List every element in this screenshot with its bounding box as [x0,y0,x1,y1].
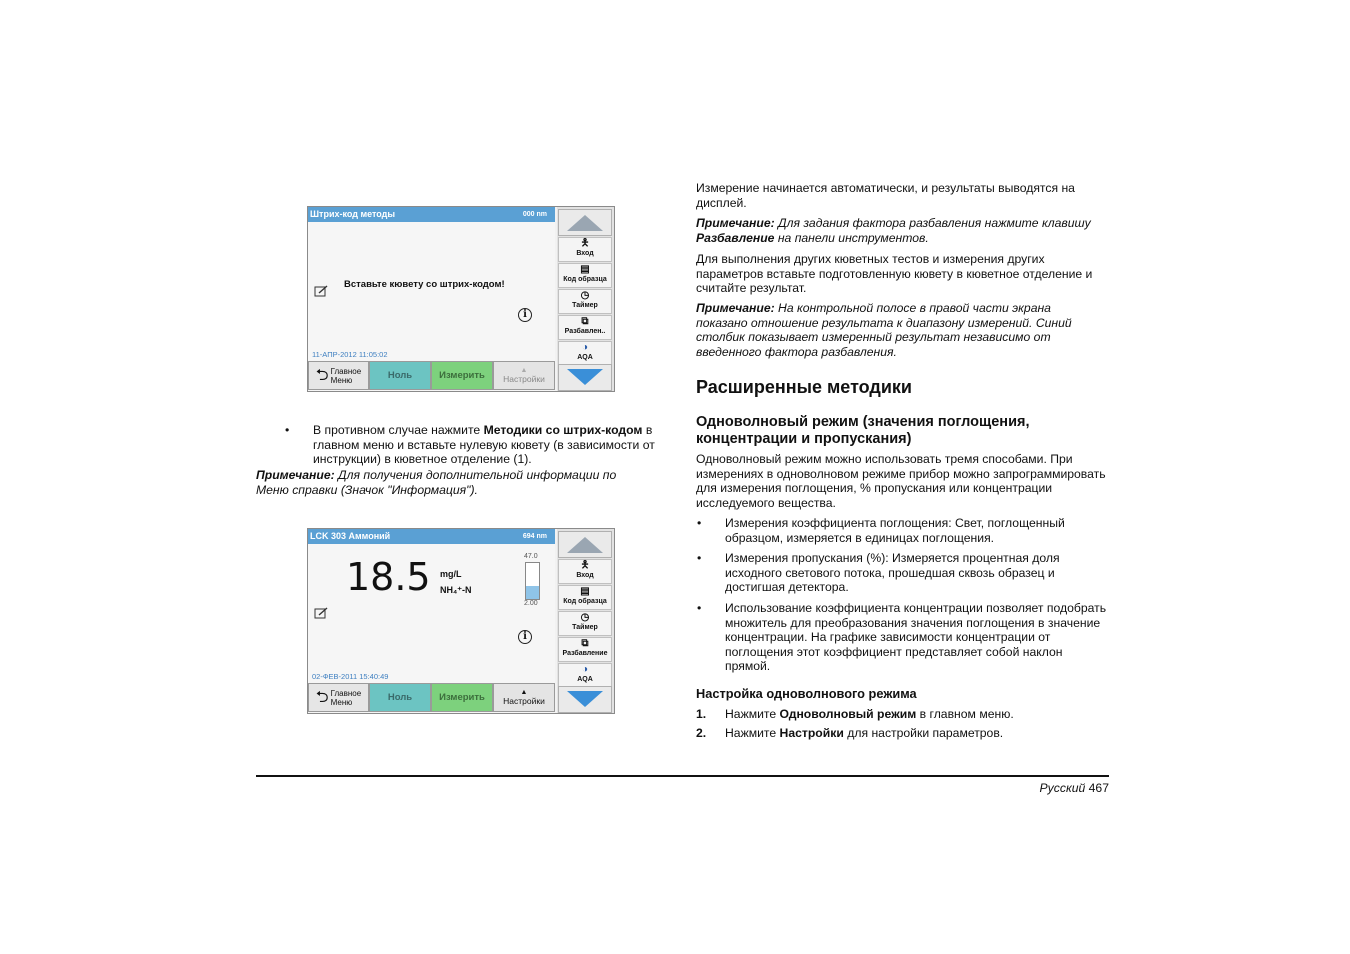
barcode-instruction: В противном случае нажмите Методики со штрих-кодом в главном меню и вставьте нулевую кювету (в зависимости от инструкции) в кюветное отделение (1). [313,423,655,467]
bullet-mark: • [697,516,702,530]
scroll-down-button[interactable] [558,364,612,391]
result-unit: mg/L [440,569,462,579]
person-icon: 🯅 [580,238,590,249]
timer-button[interactable]: ◷ Таймер [558,289,612,314]
edit-icon[interactable] [314,285,328,297]
side-toolbar [557,207,614,391]
subsubsection-heading: Настройка одноволнового режима [696,686,917,701]
screen-main-area [308,207,555,391]
side-toolbar [557,529,614,713]
paragraph-other-tests: Для выполнения других кюветных тестов и измерения других параметров вставьте подготовленную кювету в кюветное отделение и считайте результат. [696,252,1093,296]
bottom-toolbar [308,683,555,713]
dilution-button[interactable]: ⧉ Разбавлен.. [558,315,612,340]
bottom-toolbar [308,361,555,391]
edit-icon[interactable] [314,607,328,619]
timer-icon: ◷ [580,290,590,301]
result-value: 18.5 [346,555,431,599]
aqa-icon: ◑ [581,342,589,353]
measure-button[interactable]: Измерить [431,683,493,712]
paragraph-auto-measure: Измерение начинается автоматически, и результаты выводятся на дисплей. [696,181,1075,210]
step-number: 2. [696,726,707,740]
arrow-down-icon [559,687,611,712]
range-bar-fill [526,586,539,599]
aqa-button[interactable]: ◑ AQA [558,341,612,366]
main-menu-button[interactable]: ⮌ Главное Меню [308,361,369,390]
list-item: Измерения коэффициента поглощения: Свет, поглощенный образцом, измеряется в единицах поглощения. [725,516,1065,545]
sample-id-button[interactable]: ▤ Код образца [558,263,612,288]
bullet-mark: • [285,423,290,437]
settings-button[interactable]: ▲ Настройки [493,683,555,712]
section-heading: Расширенные методики [696,377,912,397]
timer-icon: ◷ [580,612,590,623]
step-number: 1. [696,707,707,721]
settings-button[interactable]: ▲ Настройки [493,361,555,390]
chemical-form: NH₄⁺-N [440,585,472,595]
caret-up-icon: ▲ [520,689,528,696]
zero-button[interactable]: Ноль [369,683,431,712]
scroll-down-button[interactable] [558,686,612,713]
caret-up-icon: ▲ [520,367,528,374]
person-icon: 🯅 [580,560,590,571]
list-item: Измерения пропускания (%): Измеряется процентная доля исходного светового потока, прошедшая сквозь образец и достигшая детектора. [725,551,1060,595]
device-screen-result [307,528,615,714]
step-2: Нажмите Настройки для настройки параметров. [725,726,1004,740]
measure-button[interactable]: Измерить [431,361,493,390]
device-screen-barcode [307,206,615,392]
cuvette-icon: ▤ [580,586,590,597]
cuvette-icon: ▤ [580,264,590,275]
dilution-icon: ⧉ [581,316,589,327]
screen-main-area [308,529,555,713]
list-item: Использование коэффициента концентрации позволяет подобрать множитель для преобразования значения поглощения в значение концентрации. На графике зависимости концентрации от поглощения этот коэффициент представляет собой наклон прямой. [725,601,1107,674]
arrow-down-icon [559,365,611,390]
screen-title-bar [308,529,555,544]
range-max: 47.0 [524,553,538,560]
info-icon[interactable]: i [518,630,532,644]
note-dilution: Примечание: Для задания фактора разбавления нажмите клавишу Разбавление на панели инструментов. [696,216,1091,245]
bullet-mark: • [697,601,702,615]
wavelength-readout: 000 nm [522,211,547,218]
screen-title: LCK 303 Аммоний [310,531,391,541]
help-note: Примечание: Для получения дополнительной информации по Меню справки (Значок "Информация"). [256,468,617,497]
dilution-button[interactable]: ⧉ Разбавление [558,637,612,662]
screen-title-bar [308,207,555,222]
scroll-up-button[interactable] [558,531,612,558]
range-min: 2.00 [524,600,538,607]
subsection-heading: Одноволновый режим (значения поглощения, концентрации и пропускания) [696,414,1030,447]
scroll-up-button[interactable] [558,209,612,236]
info-icon[interactable]: i [518,308,532,322]
timer-button[interactable]: ◷ Таймер [558,611,612,636]
date-time: 02-ФЕВ-2011 15:40:49 [312,672,389,681]
back-arrow-icon: ⮌ [315,689,329,706]
back-arrow-icon: ⮌ [315,367,329,384]
arrow-up-icon [559,532,611,557]
login-button[interactable]: 🯅 Вход [558,559,612,584]
login-button[interactable]: 🯅 Вход [558,237,612,262]
page-footer: Русский 467 [1039,781,1109,795]
range-bar [525,562,540,600]
aqa-button[interactable]: ◑ AQA [558,663,612,688]
dilution-icon: ⧉ [581,638,589,649]
arrow-up-icon [559,210,611,235]
main-menu-button[interactable]: ⮌ Главное Меню [308,683,369,712]
wavelength-readout: 694 nm [522,533,547,540]
date-time: 11-АПР-2012 11:05:02 [312,350,388,359]
note-control-bar: Примечание: На контрольной полосе в правой части экрана показано отношение результата к диапазону измерений. Синий столбик показывает измеренный результат независимо от введенного фактора разбавления. [696,301,1072,359]
step-1: Нажмите Одноволновый режим в главном меню. [725,707,1014,721]
insert-cuvette-message: Вставьте кювету со штрих-кодом! [344,279,505,290]
zero-button[interactable]: Ноль [369,361,431,390]
sample-id-button[interactable]: ▤ Код образца [558,585,612,610]
bullet-mark: • [697,551,702,565]
paragraph-single-wavelength: Одноволновый режим можно использовать тремя способами. При измерениях в одноволновом режиме прибор можно запрограммировать для измерения поглощения, % пропускания или концентрации исследуемого вещества. [696,452,1106,510]
footer-rule [256,775,1109,777]
aqa-icon: ◑ [581,664,589,675]
screen-title: Штрих-код методы [310,209,396,219]
